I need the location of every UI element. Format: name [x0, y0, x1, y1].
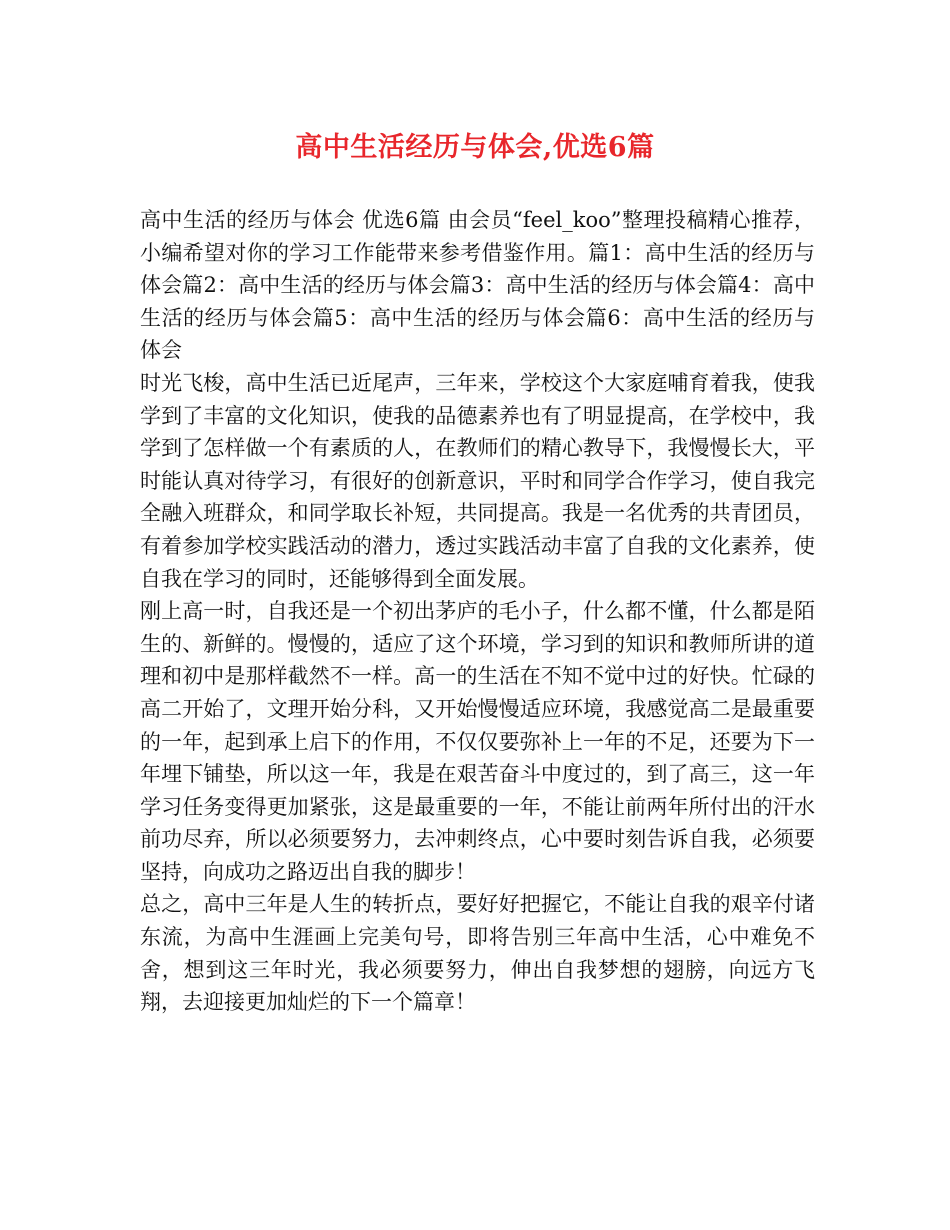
document-title: 高中生活经历与体会,优选6篇 [295, 132, 655, 163]
paragraph-intro: 高中生活的经历与体会 优选6篇 由会员“feel_koo”整理投稿精心推荐，小编希望对你的学习工作能带来参考借鉴作用。篇1：高中生活的经历与体会篇2：高中生活的经历与体会篇3：高中生活的经历与体会篇4：高中生活的经历与体会篇5：高中生活的经历与体会篇6：高中生活的经历与体会 [140, 208, 815, 363]
paragraph-3: 总之，高中三年是人生的转折点，要好好把握它，不能让自我的艰辛付诸东流，为高中生涯画上完美句号，即将告别三年高中生活，心中难免不舍，想到这三年时光，我必须要努力，伸出自我梦想的翅膀，向远方飞翔，去迎接更加灿烂的下一个篇章！ [140, 892, 815, 1015]
document-body [140, 204, 815, 1019]
paragraph-2: 刚上高一时，自我还是一个初出茅庐的毛小子，什么都不懂，什么都是陌生的、新鲜的。慢慢的，适应了这个环境，学习到的知识和教师所讲的道理和初中是那样截然不一样。高一的生活在不知不觉中过的好快。忙碌的高二开始了，文理开始分科，又开始慢慢适应环境，我感觉高二是最重要的一年，起到承上启下的作用，不仅仅要弥补上一年的不足，还要为下一年埋下铺垫，所以这一年，我是在艰苦奋斗中度过的，到了高三，这一年学习任务变得更加紧张，这是最重要的一年，不能让前两年所付出的汗水前功尽弃，所以必须要努力，去冲刺终点，心中要时刻告诉自我，必须要坚持，向成功之路迈出自我的脚步！ [140, 599, 815, 884]
paragraph-1: 时光飞梭，高中生活已近尾声，三年来，学校这个大家庭哺育着我，使我学到了丰富的文化知识，使我的品德素养也有了明显提高，在学校中，我学到了怎样做一个有素质的人，在教师们的精心教导下，我慢慢长大，平时能认真对待学习，有很好的创新意识，平时和同学合作学习，使自我完全融入班群众，和同学取长补短，共同提高。我是一名优秀的共青团员，有着参加学校实践活动的潜力，透过实践活动丰富了自我的文化素养，使自我在学习的同时，还能够得到全面发展。 [140, 370, 815, 591]
